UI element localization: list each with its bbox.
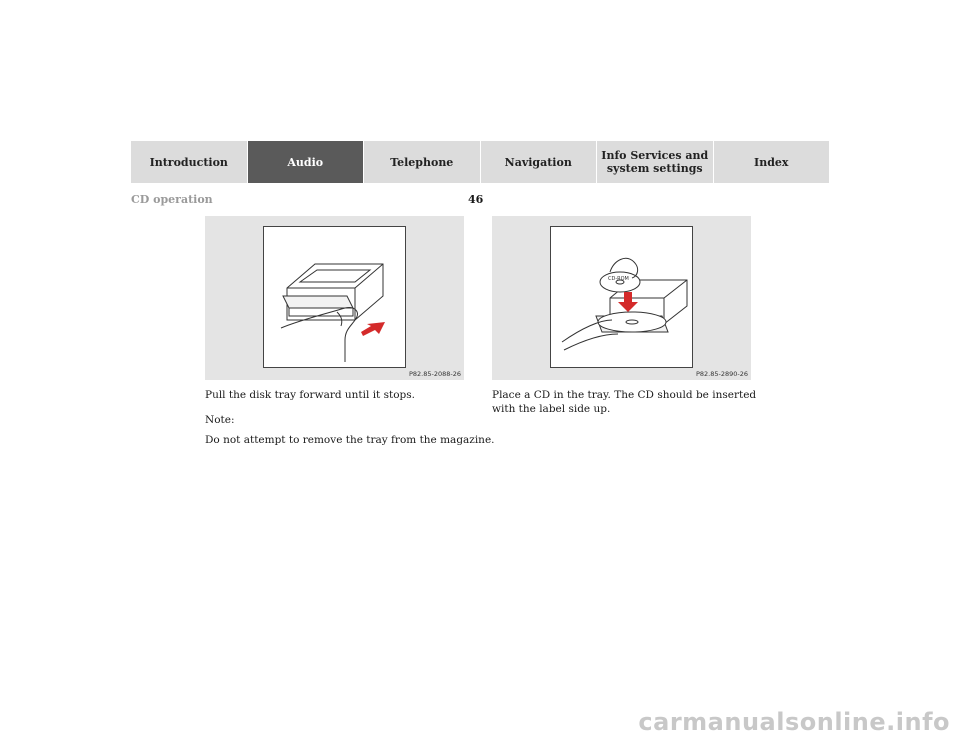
tab-audio[interactable]: Audio bbox=[248, 141, 365, 183]
chapter-tabs bbox=[131, 141, 829, 183]
page-number: 46 bbox=[468, 193, 484, 206]
figure-code: P82.85-2088-26 bbox=[408, 370, 461, 378]
note-text: Do not attempt to remove the tray from the magazine. bbox=[205, 434, 495, 446]
watermark: carmanualsonline.info bbox=[638, 708, 950, 736]
section-title: CD operation bbox=[131, 193, 213, 206]
figure-place-cd bbox=[492, 216, 751, 380]
cd-tray-illustration bbox=[492, 216, 751, 380]
figure-code: P82.85-2890-26 bbox=[695, 370, 748, 378]
figure-pull-tray bbox=[205, 216, 464, 380]
tab-introduction[interactable]: Introduction bbox=[131, 141, 248, 183]
instruction-place-cd: Place a CD in the tray. The CD should be inserted with the label side up. bbox=[492, 389, 757, 415]
instruction-pull-tray: Pull the disk tray forward until it stops. bbox=[205, 389, 415, 401]
tab-navigation[interactable]: Navigation bbox=[481, 141, 598, 183]
note-label: Note: bbox=[205, 414, 235, 426]
tab-index[interactable]: Index bbox=[714, 141, 830, 183]
tab-telephone[interactable]: Telephone bbox=[364, 141, 481, 183]
disc-label: CD-ROM bbox=[608, 276, 629, 282]
magazine-tray-illustration bbox=[205, 216, 464, 380]
pull-direction-arrow bbox=[361, 322, 385, 336]
tab-info-services[interactable]: Info Services and system settings bbox=[597, 141, 714, 183]
